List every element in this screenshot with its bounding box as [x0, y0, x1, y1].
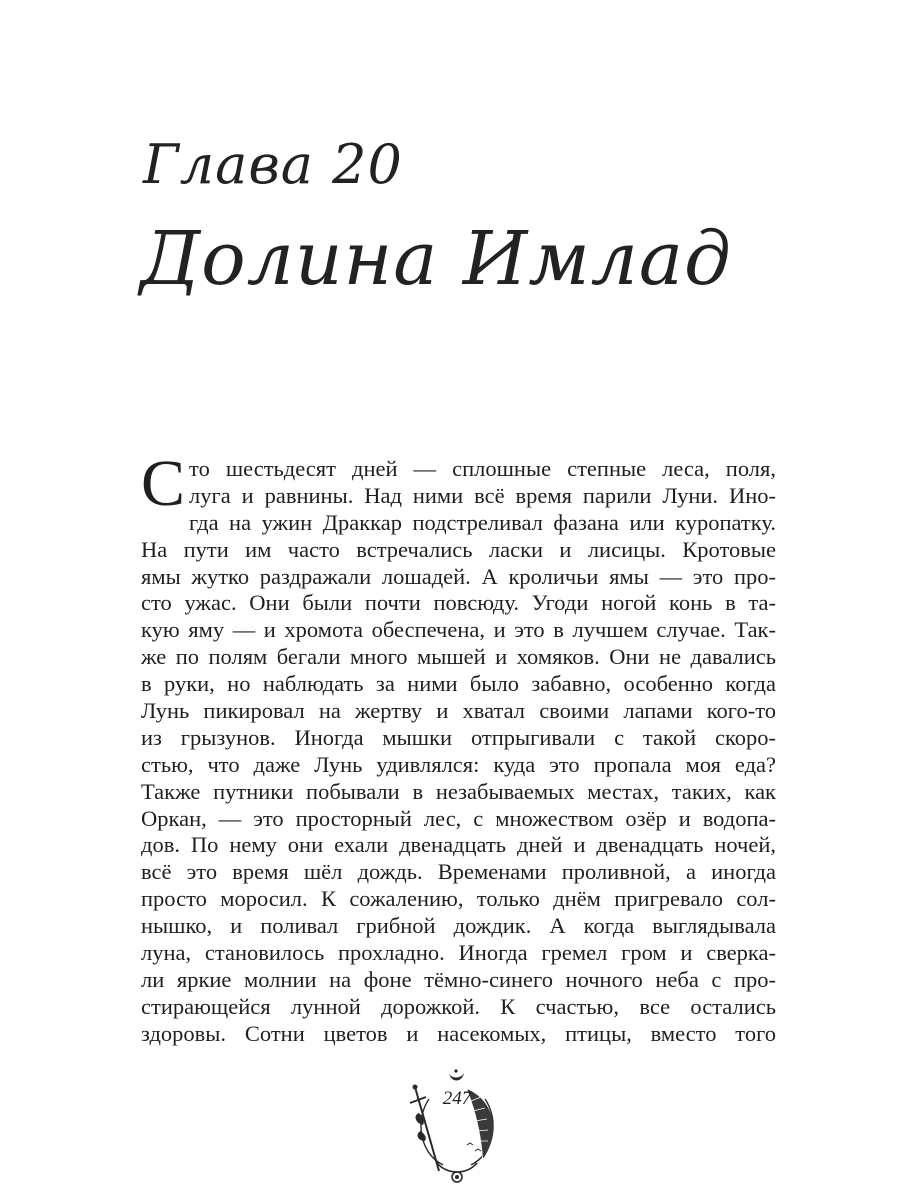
chapter-label: Глава 20: [143, 133, 403, 196]
text-line: дов. По нему они ехали двенадцать дней и двенадцать ночей,: [141, 832, 776, 858]
text-line: На пути им часто встречались ласки и лисицы. Кротовые: [141, 536, 776, 562]
text-line: нышко, и поливал грибной дождик. А когда выглядывала: [141, 913, 776, 939]
body-text: [141, 447, 776, 1048]
text-line: ли яркие молнии на фоне тёмно-синего ночного неба с про-: [141, 966, 776, 992]
text-line: в руки, но наблюдать за ними было забавно, особенно когда: [141, 671, 776, 697]
text-line: стью, что даже Лунь удивлялся: куда это пропала моя еда?: [141, 751, 776, 777]
text-line: Также путники побывали в незабываемых местах, таких, как: [141, 778, 776, 804]
text-line: из грызунов. Иногда мышки отпрыгивали с такой скоро-: [141, 724, 776, 750]
text-line: кую яму — и хромота обеспечена, и это в лучшем случае. Так-: [141, 617, 776, 643]
text-line: Лунь пикировал на жертву и хватал своими лапами кого-то: [141, 698, 776, 724]
text-line: луга и равнины. Над ними всё время парили Луни. Ино-: [189, 482, 776, 508]
text-line: стирающейся лунной дорожкой. К счастью, все остались: [141, 993, 776, 1019]
text-line: ямы жутко раздражали лошадей. А кроличьи ямы — это про-: [141, 563, 776, 589]
drop-cap: С: [141, 447, 186, 520]
text-line: же по полям бегали много мышей и хомяков. Они не давались: [141, 644, 776, 670]
text-line: сто ужас. Они были почти повсюду. Угоди ногой конь в та-: [141, 590, 776, 616]
chapter-title: Долина Имлад: [140, 216, 732, 302]
text-line: луна, становилось прохладно. Иногда гремел гром и сверка-: [141, 940, 776, 966]
text-line: здоровы. Сотни цветов и насекомых, птицы, вместо того: [141, 1020, 776, 1046]
text-line: то шестьдесят дней — сплошные степные леса, поля,: [189, 456, 776, 481]
text-line: Оркан, — это просторный лес, с множеством озёр и водопа-: [141, 805, 776, 831]
sword-feather-moon-ornament-icon: [409, 1067, 505, 1185]
text-line: гда на ужин Драккар подстреливал фазана или куропатку.: [189, 509, 776, 535]
text-line: всё это время шёл дождь. Временами проливной, а иногда: [141, 859, 776, 885]
page-number: 247: [442, 1088, 472, 1109]
text-line: просто моросил. К сожалению, только днём пригревало сол-: [141, 886, 776, 912]
